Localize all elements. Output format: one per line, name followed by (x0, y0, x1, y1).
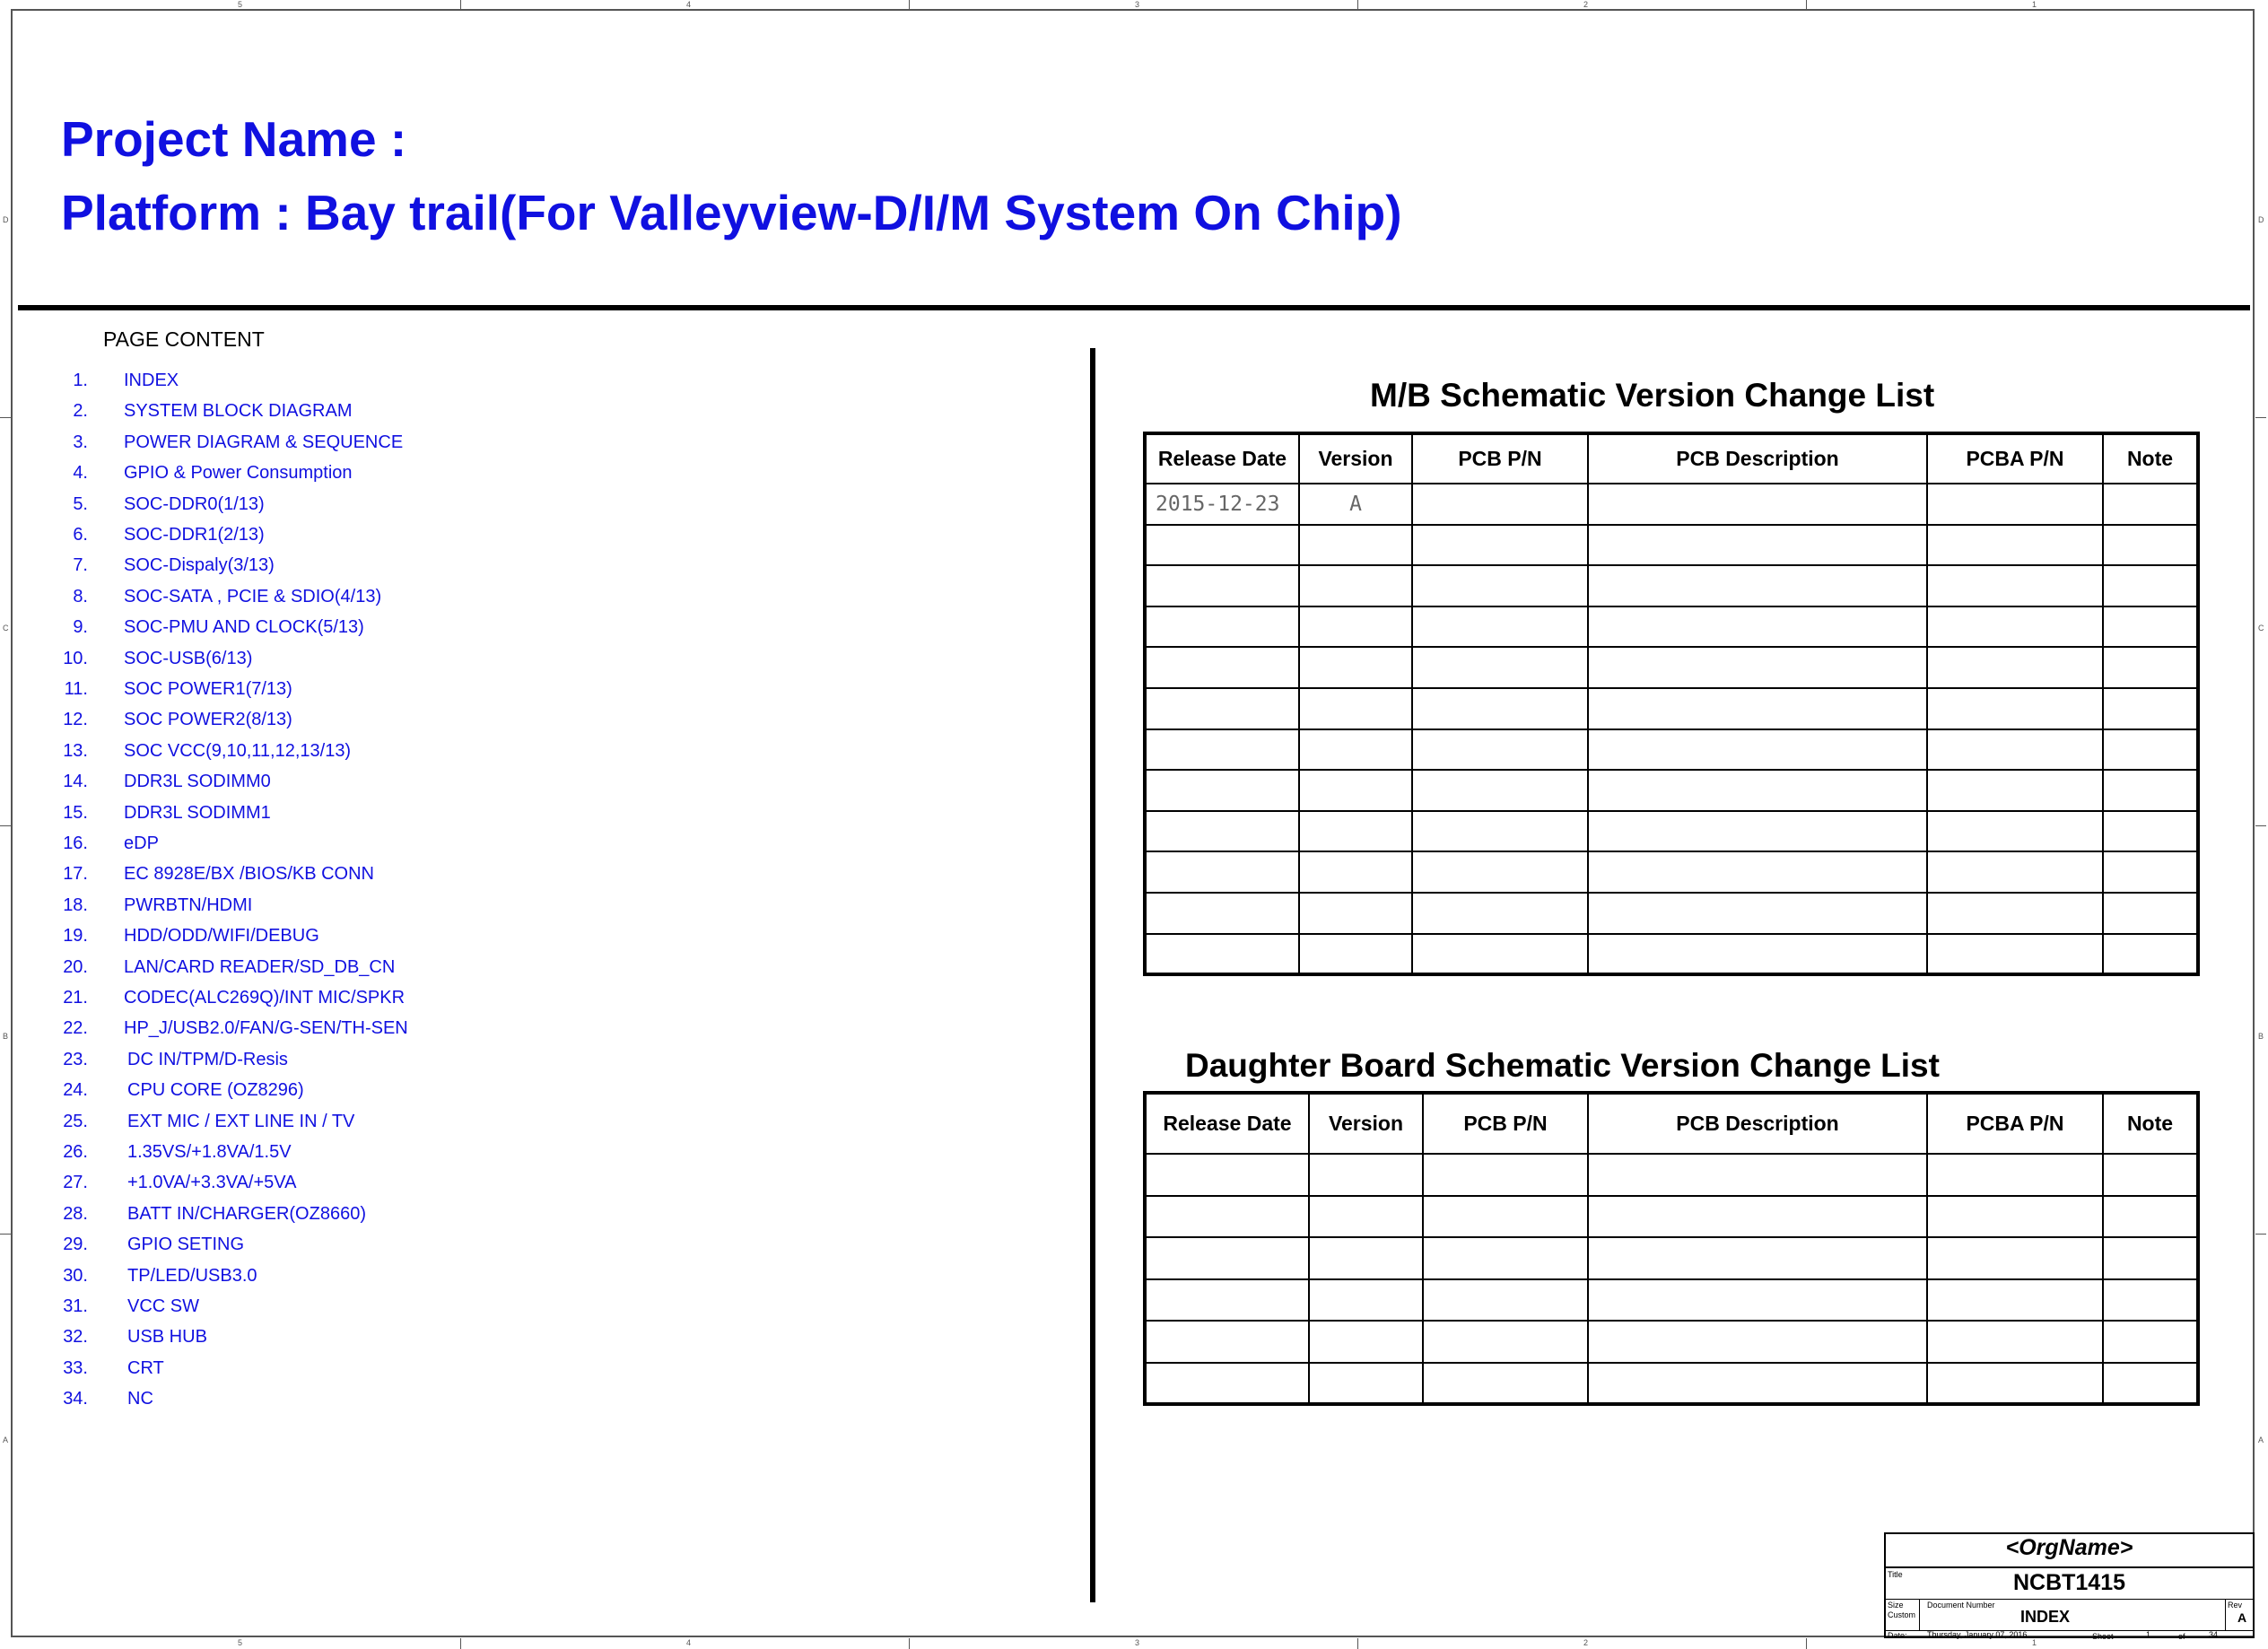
toc-item-number: 31. (63, 1296, 88, 1316)
toc-item-number: 8. (73, 586, 88, 606)
toc-item-label[interactable]: CPU CORE (OZ8296) (127, 1080, 304, 1101)
table-cell (1588, 851, 1927, 893)
table-cell (1588, 934, 1927, 975)
table-cell (2103, 606, 2198, 648)
table-row (1145, 525, 2198, 566)
table-cell (2103, 729, 2198, 771)
table-cell (1423, 1321, 1588, 1363)
toc-item-label[interactable]: eDP (124, 833, 159, 853)
toc-item-number: 5. (73, 493, 88, 514)
zone-label-top: 4 (686, 0, 692, 9)
toc-item-label[interactable]: EXT MIC / EXT LINE IN / TV (127, 1111, 355, 1131)
table-cell (1927, 893, 2103, 934)
table-cell (1145, 1196, 1309, 1238)
table-cell (1927, 565, 2103, 606)
toc-item-label[interactable]: DDR3L SODIMM0 (124, 772, 271, 792)
toc-item-number: 2. (73, 401, 88, 422)
table-cell (1927, 1154, 2103, 1196)
table-cell (1588, 484, 1927, 525)
column-header: Note (2103, 433, 2198, 484)
org-name: <OrgName> (2005, 1535, 2133, 1560)
date-label: Date: (1888, 1631, 1907, 1640)
column-header: PCB P/N (1423, 1093, 1588, 1154)
zone-label-top: 2 (1583, 0, 1589, 9)
vertical-divider (1090, 348, 1095, 1602)
table-cell (1927, 525, 2103, 566)
zone-label-bottom: 1 (2032, 1638, 2037, 1647)
table-cell (1412, 525, 1588, 566)
table-cell (2103, 525, 2198, 566)
table-cell (1145, 729, 1299, 771)
table-row (1145, 1154, 2198, 1196)
table-cell (2103, 1154, 2198, 1196)
table-row (1145, 606, 2198, 648)
table-cell (1927, 1321, 2103, 1363)
table-cell (2103, 770, 2198, 811)
toc-item-number: 27. (63, 1173, 88, 1193)
zone-tick (460, 0, 461, 11)
toc-item-label[interactable]: DC IN/TPM/D-Resis (127, 1049, 288, 1069)
table-cell (1588, 1321, 1927, 1363)
zone-tick (1357, 0, 1358, 11)
toc-item-number: 32. (63, 1327, 88, 1348)
toc-item-number: 12. (63, 710, 88, 730)
table-cell (1412, 565, 1588, 606)
sheet-label: Sheet (2092, 1632, 2114, 1641)
toc-item-label[interactable]: GPIO SETING (127, 1235, 245, 1255)
table-cell (1588, 1154, 1927, 1196)
toc-item-number: 23. (63, 1049, 88, 1069)
table-cell (2103, 851, 2198, 893)
table-cell (1299, 893, 1412, 934)
table-cell (1588, 606, 1927, 648)
toc-item-number: 3. (73, 432, 88, 452)
toc-item-number: 18. (63, 894, 88, 915)
table-cell (1588, 1237, 1927, 1279)
toc-item-label[interactable]: CODEC(ALC269Q)/INT MIC/SPKR (124, 988, 406, 1008)
table-cell (1145, 1237, 1309, 1279)
table-cell (1423, 1196, 1588, 1238)
table-cell (1927, 1279, 2103, 1322)
toc-item-number: 30. (63, 1265, 88, 1286)
zone-label-left: D (3, 215, 9, 224)
toc-item-number: 25. (63, 1111, 88, 1131)
table-row (1145, 770, 2198, 811)
zone-tick (0, 825, 11, 826)
zone-label-top: 1 (2032, 0, 2037, 9)
zone-tick (909, 1638, 910, 1649)
table-cell (2103, 934, 2198, 975)
toc-item-number: 7. (73, 555, 88, 576)
zone-label-right: B (2258, 1032, 2264, 1041)
table-cell (2103, 1196, 2198, 1238)
toc-item-label[interactable]: DDR3L SODIMM1 (124, 802, 271, 823)
table-cell (1423, 1279, 1588, 1322)
toc-item-label[interactable]: SOC VCC(9,10,11,12,13/13) (124, 740, 352, 761)
table-cell (1145, 688, 1299, 729)
header-divider (18, 305, 2250, 310)
table-cell (1145, 893, 1299, 934)
zone-tick (1806, 0, 1807, 11)
toc-item-number: 17. (63, 864, 88, 885)
table-cell: A (1299, 484, 1412, 525)
table-row (1145, 1237, 2198, 1279)
table-row (1145, 688, 2198, 729)
toc-item-number: 29. (63, 1235, 88, 1255)
table-cell (1309, 1237, 1423, 1279)
table-cell (2103, 647, 2198, 688)
sheet-value: 1 (2146, 1630, 2151, 1639)
toc-item-label[interactable]: SOC-Dispaly(3/13) (124, 555, 275, 576)
table-cell (1588, 770, 1927, 811)
mb-table-title: M/B Schematic Version Change List (1370, 377, 1935, 414)
toc-item-number: 33. (63, 1357, 88, 1378)
table-cell (1412, 647, 1588, 688)
mb-version-table (1143, 432, 2200, 976)
column-header: Note (2103, 1093, 2198, 1154)
table-cell (1588, 893, 1927, 934)
toc-item-label[interactable]: HP_J/USB2.0/FAN/G-SEN/TH-SEN (124, 1018, 408, 1039)
table-cell (1309, 1363, 1423, 1405)
toc-item-number: 22. (63, 1018, 88, 1039)
table-cell (2103, 1279, 2198, 1322)
table-cell (1412, 893, 1588, 934)
rev-label: Rev (2228, 1601, 2243, 1610)
total-sheets: 34 (2209, 1630, 2219, 1639)
toc-item-label[interactable]: GPIO & Power Consumption (124, 463, 353, 484)
table-cell (1588, 729, 1927, 771)
table-cell (1588, 647, 1927, 688)
table-cell (1299, 934, 1412, 975)
table-cell (1145, 565, 1299, 606)
table-cell (1588, 688, 1927, 729)
table-row (1145, 729, 2198, 771)
table-row (1145, 1196, 2198, 1238)
table-row (1145, 811, 2198, 852)
doc-number-value: INDEX (2020, 1608, 2071, 1626)
toc-item-label[interactable]: EC 8928E/BX /BIOS/KB CONN (124, 864, 374, 885)
column-header: Release Date (1145, 433, 1299, 484)
platform-title: Platform : Bay trail(For Valleyview-D/I/M System On Chip) (61, 185, 1402, 240)
table-cell (1145, 1321, 1309, 1363)
table-cell (2103, 688, 2198, 729)
column-header: PCBA P/N (1927, 1093, 2103, 1154)
toc-item-number: 9. (73, 617, 88, 638)
zone-tick (2255, 417, 2266, 418)
column-header: PCB Description (1588, 433, 1927, 484)
zone-label-left: A (3, 1435, 9, 1444)
table-cell (2103, 1321, 2198, 1363)
table-cell (1927, 1363, 2103, 1405)
zone-tick (909, 0, 910, 11)
toc-item-number: 19. (63, 926, 88, 947)
table-cell (1299, 606, 1412, 648)
toc-item-number: 10. (63, 648, 88, 668)
table-cell (1145, 851, 1299, 893)
table-cell (1927, 851, 2103, 893)
table-cell (1145, 770, 1299, 811)
table-cell (1412, 934, 1588, 975)
table-cell (1299, 851, 1412, 893)
size-label: Size (1888, 1601, 1904, 1610)
toc-item-label[interactable]: INDEX (124, 371, 179, 390)
table-cell (1927, 688, 2103, 729)
title-value: NCBT1415 (2012, 1570, 2126, 1595)
table-row (1145, 893, 2198, 934)
column-header: PCB P/N (1412, 433, 1588, 484)
toc-item-number: 6. (73, 525, 88, 545)
title-label: Title (1888, 1570, 1903, 1579)
table-cell (1927, 647, 2103, 688)
table-cell (1927, 811, 2103, 852)
table-cell (1423, 1237, 1588, 1279)
zone-label-bottom: 4 (686, 1638, 692, 1647)
db-table-title: Daughter Board Schematic Version Change List (1185, 1047, 1940, 1084)
zone-tick (0, 1234, 11, 1235)
toc-item-number: 20. (63, 956, 88, 977)
toc-item-number: 24. (63, 1080, 88, 1101)
toc-item-label[interactable]: SOC-DDR1(2/13) (124, 525, 265, 545)
date-value: Thursday, January 07, 2016 (1927, 1630, 2028, 1639)
page-content-heading: PAGE CONTENT (103, 327, 265, 351)
zone-tick (1806, 1638, 1807, 1649)
table-cell (1588, 565, 1927, 606)
table-cell (1412, 484, 1588, 525)
toc-item-label[interactable]: SOC POWER1(7/13) (124, 679, 292, 699)
table-cell (2103, 1237, 2198, 1279)
table-cell (1145, 934, 1299, 975)
table-cell (1299, 647, 1412, 688)
table-row (1145, 1279, 2198, 1322)
table-cell (1145, 811, 1299, 852)
table-row (1145, 484, 2198, 525)
toc-item-label[interactable]: SOC-DDR0(1/13) (124, 493, 265, 514)
toc-item-label[interactable]: +1.0VA/+3.3VA/+5VA (127, 1173, 297, 1193)
db-version-table (1143, 1091, 2200, 1406)
table-cell (1299, 688, 1412, 729)
toc-item-label[interactable]: PWRBTN/HDMI (124, 894, 253, 915)
zone-tick (1357, 1638, 1358, 1649)
toc-item-label[interactable]: VCC SW (127, 1296, 199, 1316)
toc-item-label[interactable]: SOC POWER2(8/13) (124, 710, 292, 730)
table-cell (1588, 1279, 1927, 1322)
table-cell (1299, 770, 1412, 811)
toc-item-label[interactable]: BATT IN/CHARGER(OZ8660) (127, 1203, 366, 1224)
zone-label-left: B (3, 1032, 9, 1041)
table-cell (1927, 770, 2103, 811)
table-row (1145, 851, 2198, 893)
table-cell (1412, 811, 1588, 852)
table-cell (1927, 729, 2103, 771)
table-cell (1309, 1321, 1423, 1363)
size-value: Custom (1888, 1610, 1916, 1619)
table-cell (1927, 606, 2103, 648)
table-cell (1145, 647, 1299, 688)
of-label: of (2178, 1632, 2185, 1641)
rev-value: A (2237, 1610, 2247, 1625)
table-cell (1412, 729, 1588, 771)
table-row (1145, 934, 2198, 975)
table-cell (1423, 1154, 1588, 1196)
table-cell (2103, 893, 2198, 934)
doc-number-label: Document Number (1927, 1601, 1995, 1610)
toc-item-number: 16. (63, 833, 88, 853)
table-cell (1299, 525, 1412, 566)
table-cell (1927, 1196, 2103, 1238)
zone-label-right: C (2258, 624, 2264, 633)
toc-item-number: 13. (63, 740, 88, 761)
toc-item-label[interactable]: SOC-USB(6/13) (124, 648, 253, 668)
column-header: PCBA P/N (1927, 433, 2103, 484)
zone-label-bottom: 3 (1135, 1638, 1140, 1647)
toc-item-number: 11. (64, 679, 88, 699)
table-cell (2103, 484, 2198, 525)
title-block (1884, 1532, 2255, 1641)
toc-item-label[interactable]: 1.35VS/+1.8VA/1.5V (127, 1142, 292, 1162)
column-header: Version (1299, 433, 1412, 484)
toc-item-number: 14. (63, 772, 88, 792)
table-row (1145, 1321, 2198, 1363)
table-cell (1412, 851, 1588, 893)
toc-item-label[interactable]: LAN/CARD READER/SD_DB_CN (124, 956, 396, 977)
table-cell (1927, 1237, 2103, 1279)
table-cell (1145, 525, 1299, 566)
toc-item-number: 15. (63, 802, 88, 823)
column-header: Version (1309, 1093, 1423, 1154)
table-cell (1412, 606, 1588, 648)
table-row (1145, 565, 2198, 606)
table-cell (1309, 1196, 1423, 1238)
zone-label-bottom: 5 (238, 1638, 243, 1647)
zone-tick (2255, 1234, 2266, 1235)
table-cell (2103, 1363, 2198, 1405)
toc-item-number: 28. (63, 1203, 88, 1224)
table-cell (1412, 770, 1588, 811)
table-cell (1588, 525, 1927, 566)
toc-item-label[interactable]: HDD/ODD/WIFI/DEBUG (124, 926, 319, 947)
toc-item-label[interactable]: POWER DIAGRAM & SEQUENCE (124, 432, 404, 452)
table-cell (2103, 811, 2198, 852)
project-name: Project Name : (61, 111, 407, 167)
zone-tick (2255, 825, 2266, 826)
table-row (1145, 1363, 2198, 1405)
column-header: PCB Description (1588, 1093, 1927, 1154)
table-cell (1588, 1363, 1927, 1405)
zone-label-right: A (2258, 1435, 2264, 1444)
table-cell (1299, 565, 1412, 606)
toc-item-label[interactable]: SYSTEM BLOCK DIAGRAM (124, 401, 353, 422)
toc-item-label[interactable]: SOC-PMU AND CLOCK(5/13) (124, 617, 364, 638)
table-cell (1145, 1363, 1309, 1405)
zone-tick (0, 417, 11, 418)
table-cell (1412, 688, 1588, 729)
toc-item-label[interactable]: TP/LED/USB3.0 (127, 1265, 257, 1286)
toc-item-number: 21. (63, 988, 88, 1008)
toc-item-label[interactable]: NC (127, 1389, 153, 1409)
table-cell: 2015-12-23 (1145, 484, 1299, 525)
toc-item-number: 1. (73, 371, 88, 390)
toc-item-label[interactable]: CRT (127, 1357, 164, 1378)
toc-item-number: 34. (63, 1389, 88, 1409)
table-cell (1309, 1279, 1423, 1322)
zone-label-bottom: 2 (1583, 1638, 1589, 1647)
table-cell (1299, 729, 1412, 771)
table-cell (1145, 606, 1299, 648)
table-cell (1299, 811, 1412, 852)
table-cell (1145, 1154, 1309, 1196)
table-cell (1588, 811, 1927, 852)
zone-tick (460, 1638, 461, 1649)
table-row (1145, 647, 2198, 688)
table-cell (1309, 1154, 1423, 1196)
table-cell (2103, 565, 2198, 606)
toc-item-number: 4. (73, 463, 88, 484)
table-cell (1588, 1196, 1927, 1238)
zone-label-left: C (3, 624, 9, 633)
toc-item-label[interactable]: SOC-SATA , PCIE & SDIO(4/13) (124, 586, 382, 606)
zone-label-top: 3 (1135, 0, 1140, 9)
zone-label-right: D (2258, 215, 2264, 224)
zone-label-top: 5 (238, 0, 243, 9)
table-cell (1927, 934, 2103, 975)
table-cell (1423, 1363, 1588, 1405)
table-cell (1145, 1279, 1309, 1322)
table-cell (1927, 484, 2103, 525)
toc-item-label[interactable]: USB HUB (127, 1327, 207, 1348)
column-header: Release Date (1145, 1093, 1309, 1154)
toc-item-number: 26. (63, 1142, 88, 1162)
